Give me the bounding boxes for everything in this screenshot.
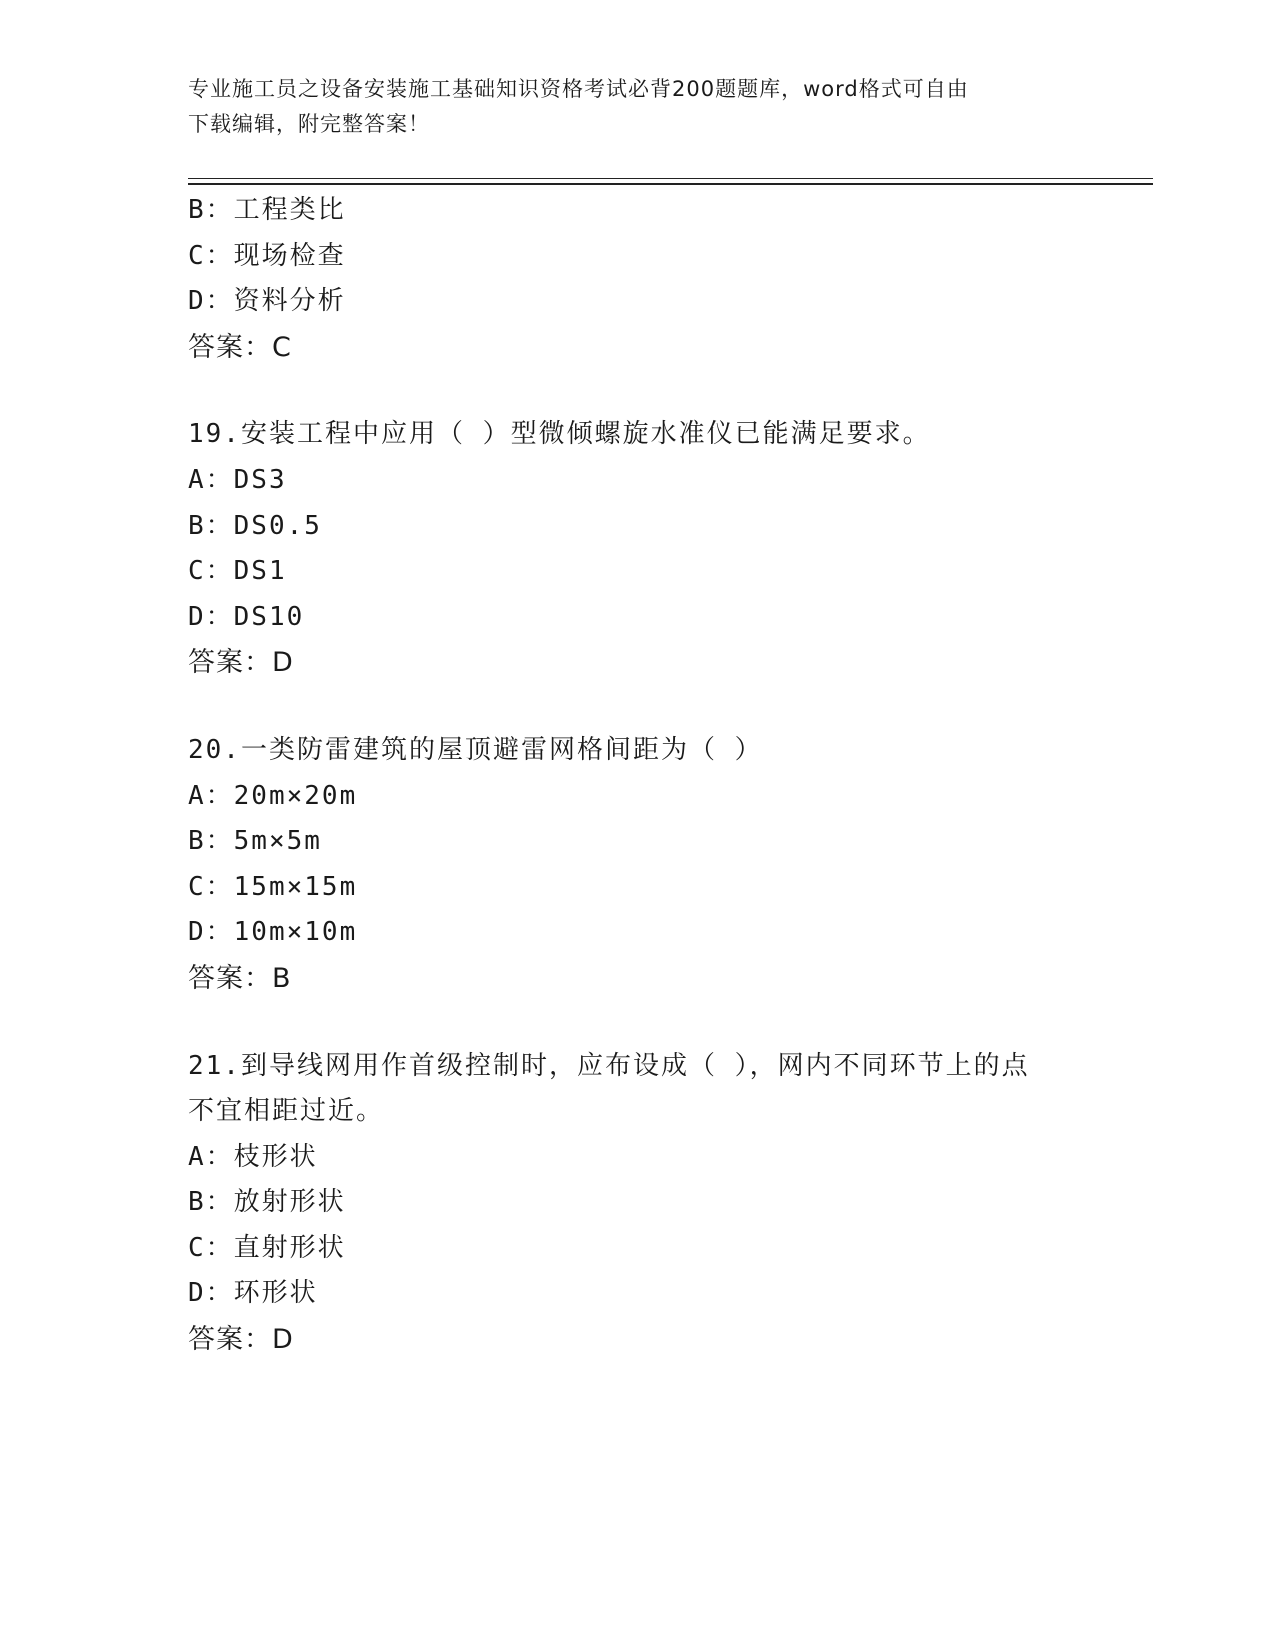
- question-20: [188, 728, 1088, 1002]
- document-header: [188, 72, 1068, 142]
- answer-line: 答案：D: [188, 1324, 294, 1356]
- question-19: [188, 412, 1088, 686]
- header-line-2: 下载编辑，附完整答案！: [188, 112, 430, 136]
- spacer: [188, 1002, 1088, 1044]
- option-b: B：工程类比: [188, 195, 346, 225]
- header-line-1: 专业施工员之设备安装施工基础知识资格考试必背200题题库，word格式可自由: [188, 77, 969, 101]
- question-list: [188, 188, 1088, 1363]
- answer-line: 答案：B: [188, 962, 292, 994]
- spacer: [188, 686, 1088, 728]
- question-text-line-2: 不宜相距过近。: [188, 1096, 385, 1127]
- option-c: C：直射形状: [188, 1232, 346, 1263]
- option-b: B：5m×5m: [188, 826, 322, 857]
- option-b: B：DS0.5: [188, 510, 322, 541]
- spacer: [188, 370, 1088, 412]
- option-d: D：环形状: [188, 1278, 318, 1309]
- answer-line: 答案：D: [188, 647, 294, 679]
- question-text: 19.安装工程中应用（ ）型微倾螺旋水准仪已能满足要求。: [188, 419, 931, 450]
- option-a: A：DS3: [188, 464, 287, 495]
- answer-line: 答案：C: [188, 331, 292, 363]
- option-c: C：现场检查: [188, 240, 346, 271]
- option-d: D：资料分析: [188, 286, 346, 317]
- option-a: A：枝形状: [188, 1141, 318, 1172]
- question-text: 20.一类防雷建筑的屋顶避雷网格间距为（ ）: [188, 734, 763, 765]
- option-d: D：DS10: [188, 601, 305, 632]
- option-c: C：15m×15m: [188, 871, 358, 902]
- option-d: D：10m×10m: [188, 917, 358, 948]
- question-18-tail: [188, 188, 1088, 370]
- option-c: C：DS1: [188, 556, 287, 587]
- option-b: B：放射形状: [188, 1187, 346, 1218]
- header-divider-thin: [188, 178, 1153, 179]
- option-a: A：20m×20m: [188, 780, 358, 811]
- header-divider-thick: [188, 183, 1153, 185]
- question-text-line-1: 21.到导线网用作首级控制时，应布设成（ ），网内不同环节上的点: [188, 1050, 1030, 1081]
- question-21: [188, 1044, 1088, 1363]
